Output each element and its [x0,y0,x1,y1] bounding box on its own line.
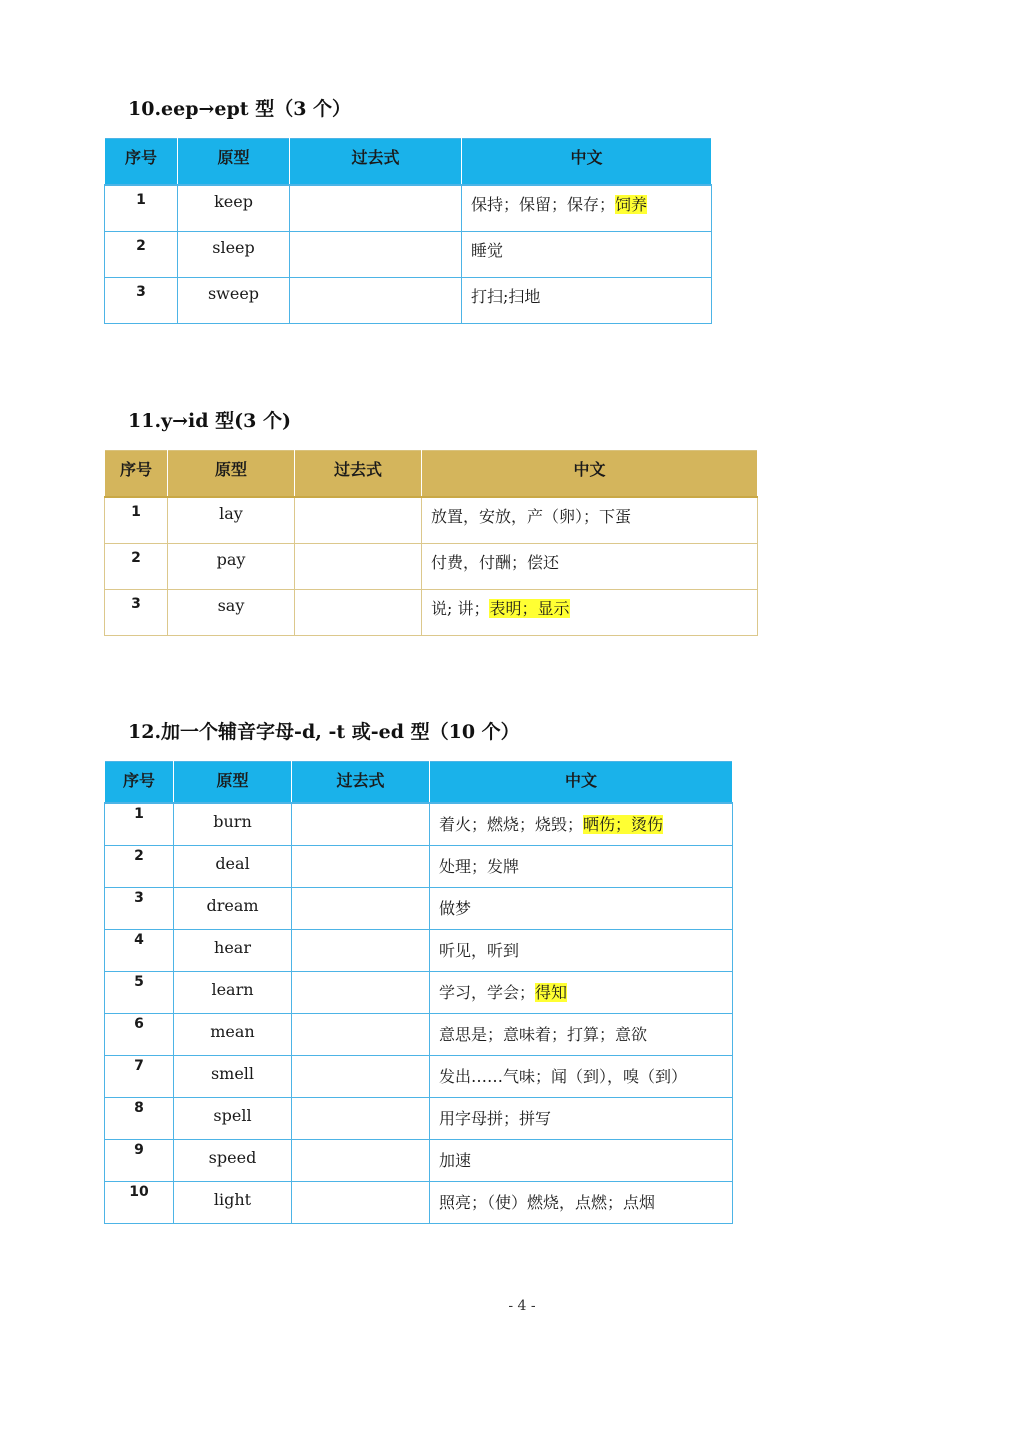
chinese-meaning [462,278,712,324]
chinese-meaning [422,497,758,544]
row-number: 7 [105,1056,174,1098]
row-number: 1 [105,803,174,846]
section-heading: 11.y→id 型(3 个) [128,410,291,432]
chinese-meaning [430,972,733,1014]
past-tense-blank [290,278,462,324]
base-form: smell [174,1056,292,1098]
past-tense-blank [292,1014,430,1056]
row-number: 3 [105,888,174,930]
table-row [105,1056,733,1098]
base-form: keep [178,185,290,232]
past-tense-blank [292,1056,430,1098]
table-header-row [105,139,712,186]
chinese-meaning [430,1014,733,1056]
base-form: mean [174,1014,292,1056]
row-number: 2 [105,846,174,888]
meaning-text: 放置，安放，产（卵）；下蛋 [431,507,632,526]
past-tense-blank [292,846,430,888]
row-number: 8 [105,1098,174,1140]
row-number: 3 [105,590,168,636]
base-form: deal [174,846,292,888]
chinese-meaning [462,232,712,278]
header-base: 原型 [168,451,295,498]
chinese-meaning [430,803,733,846]
row-number: 4 [105,930,174,972]
past-tense-blank [292,1098,430,1140]
header-past: 过去式 [292,762,430,804]
past-tense-blank [290,232,462,278]
header-past: 过去式 [295,451,422,498]
chinese-meaning [462,185,712,232]
meaning-text: 说; 讲； [431,599,490,618]
base-form: burn [174,803,292,846]
past-tense-blank [292,803,430,846]
table-row [105,278,712,324]
base-form: lay [168,497,295,544]
table-row [105,846,733,888]
table-row [105,497,758,544]
section-heading: 12.加一个辅音字母-d, -t 或-ed 型（10 个） [128,721,520,743]
table-row [105,1098,733,1140]
row-number: 1 [105,185,178,232]
row-number: 9 [105,1140,174,1182]
base-form: say [168,590,295,636]
meaning-text: 处理；发牌 [439,857,520,876]
highlighted-meaning: 得知 [535,983,568,1002]
verb-table [104,450,758,636]
meaning-text: 加速 [439,1151,472,1170]
verb-table [104,761,733,1224]
table-row [105,888,733,930]
header-zh: 中文 [422,451,758,498]
row-number: 10 [105,1182,174,1224]
header-num: 序号 [105,139,178,186]
chinese-meaning [430,1182,733,1224]
base-form: dream [174,888,292,930]
page-number: - 4 - [508,1298,536,1314]
base-form: sweep [178,278,290,324]
meaning-text: 照亮；（使）燃烧，点燃；点烟 [439,1193,656,1212]
table-row [105,1182,733,1224]
past-tense-blank [292,972,430,1014]
meaning-text: 打扫;扫地 [471,287,541,306]
header-zh: 中文 [430,762,733,804]
highlighted-meaning: 晒伤；烫伤 [583,815,664,834]
chinese-meaning [430,888,733,930]
past-tense-blank [290,185,462,232]
header-zh: 中文 [462,139,712,186]
meaning-text: 发出……气味；闻（到），嗅（到） [439,1067,688,1086]
row-number: 6 [105,1014,174,1056]
meaning-text: 付费，付酬；偿还 [431,553,560,572]
meaning-text: 听见，听到 [439,941,520,960]
table-row [105,1140,733,1182]
base-form: light [174,1182,292,1224]
chinese-meaning [430,846,733,888]
past-tense-blank [292,1182,430,1224]
meaning-text: 用字母拼；拼写 [439,1109,552,1128]
verb-table [104,138,712,324]
past-tense-blank [292,888,430,930]
table-row [105,232,712,278]
header-base: 原型 [178,139,290,186]
table-row [105,803,733,846]
chinese-meaning [430,930,733,972]
table-header-row [105,762,733,804]
row-number: 1 [105,497,168,544]
chinese-meaning [430,1140,733,1182]
meaning-text: 睡觉 [471,241,504,260]
past-tense-blank [292,1140,430,1182]
meaning-text: 做梦 [439,899,472,918]
chinese-meaning [430,1098,733,1140]
base-form: sleep [178,232,290,278]
chinese-meaning [422,590,758,636]
past-tense-blank [295,544,422,590]
highlighted-meaning: 表明；显示 [489,599,570,618]
meaning-text: 保持；保留；保存； [471,195,616,214]
table-row [105,544,758,590]
header-past: 过去式 [290,139,462,186]
past-tense-blank [295,497,422,544]
header-num: 序号 [105,762,174,804]
base-form: hear [174,930,292,972]
base-form: speed [174,1140,292,1182]
past-tense-blank [295,590,422,636]
header-base: 原型 [174,762,292,804]
header-num: 序号 [105,451,168,498]
row-number: 3 [105,278,178,324]
row-number: 5 [105,972,174,1014]
table-row [105,185,712,232]
section-heading: 10.eep→ept 型（3 个） [128,98,352,120]
chinese-meaning [430,1056,733,1098]
table-header-row [105,451,758,498]
table-row [105,590,758,636]
table-row [105,972,733,1014]
meaning-text: 意思是；意味着；打算；意欲 [439,1025,648,1044]
row-number: 2 [105,232,178,278]
meaning-text: 学习，学会； [439,983,536,1002]
past-tense-blank [292,930,430,972]
base-form: spell [174,1098,292,1140]
table-row [105,930,733,972]
row-number: 2 [105,544,168,590]
base-form: pay [168,544,295,590]
base-form: learn [174,972,292,1014]
chinese-meaning [422,544,758,590]
meaning-text: 着火；燃烧；烧毁； [439,815,584,834]
highlighted-meaning: 饲养 [615,195,648,214]
table-row [105,1014,733,1056]
